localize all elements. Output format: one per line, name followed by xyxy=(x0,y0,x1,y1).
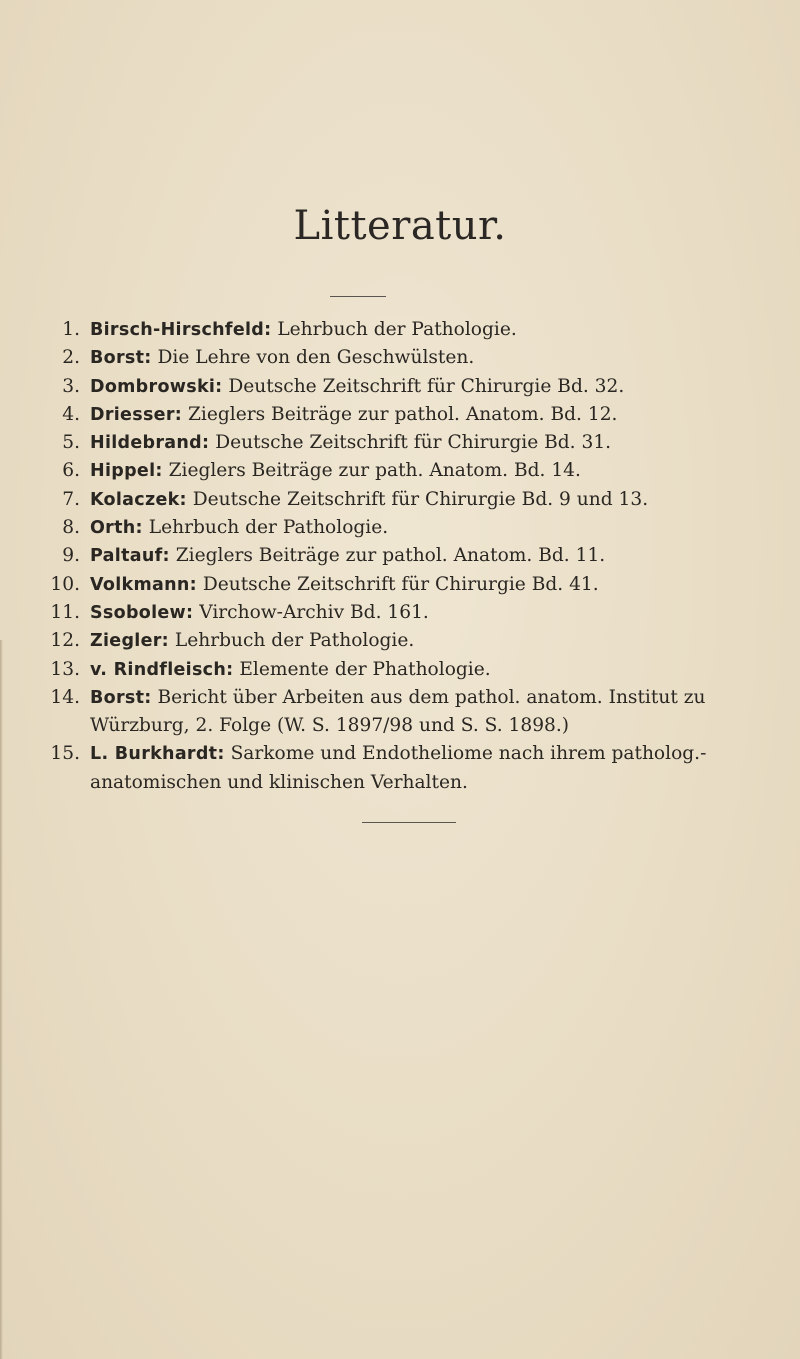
reference-item xyxy=(40,542,780,570)
reference-text: Deutsche Zeitschrift für Chirurgie Bd. 41. xyxy=(196,573,599,595)
reference-item xyxy=(40,316,780,344)
reference-number: 5. xyxy=(62,432,80,454)
reference-author: Hildebrand: xyxy=(90,433,210,454)
reference-author: Kolaczek: xyxy=(90,489,187,510)
reference-number: 11. xyxy=(50,601,80,623)
reference-text: Deutsche Zeitschrift für Chirurgie Bd. 32. xyxy=(222,375,625,397)
reference-list xyxy=(40,316,780,797)
reference-author: Birsch-Hirschfeld: xyxy=(90,320,272,340)
reference-number: 4. xyxy=(62,403,80,425)
reference-number: 3. xyxy=(62,375,80,397)
reference-author: L. Burkhardt: xyxy=(90,744,225,765)
reference-item xyxy=(40,457,780,485)
reference-author: Hippel: xyxy=(90,461,163,482)
reference-item xyxy=(40,401,780,429)
reference-author: Volkmann: xyxy=(90,574,197,595)
page-title: Litteratur. xyxy=(293,203,507,249)
reference-item xyxy=(40,429,780,457)
reference-number: 8. xyxy=(62,517,80,539)
reference-item xyxy=(40,684,780,741)
reference-number: 9. xyxy=(62,545,80,567)
reference-text: Bericht über Arbeiten aus dem pathol. anatom. Institut zu xyxy=(151,686,706,708)
reference-number: 10. xyxy=(50,573,80,595)
reference-author: v. Rindfleisch: xyxy=(90,659,234,680)
reference-text: Deutsche Zeitschrift für Chirurgie Bd. 31. xyxy=(209,432,612,454)
reference-author: Borst: xyxy=(90,348,152,369)
reference-author: Driesser: xyxy=(90,404,183,425)
top-divider xyxy=(330,296,386,297)
reference-item xyxy=(40,486,780,514)
reference-author: Dombrowski: xyxy=(90,376,223,397)
reference-number: 14. xyxy=(50,686,80,708)
reference-number: 13. xyxy=(50,658,80,680)
reference-text: Zieglers Beiträge zur path. Anatom. Bd. 14. xyxy=(162,460,581,482)
reference-text: Elemente der Phathologie. xyxy=(233,658,491,680)
reference-text: Zieglers Beiträge zur pathol. Anatom. Bd. 11. xyxy=(169,545,606,567)
reference-item xyxy=(40,373,780,401)
reference-text: Virchow-Archiv Bd. 161. xyxy=(193,601,429,623)
reference-item xyxy=(40,599,780,627)
reference-author: Ziegler: xyxy=(90,631,169,652)
page-edge-shadow xyxy=(0,640,3,1359)
reference-author: Paltauf: xyxy=(90,546,170,567)
reference-text: Lehrbuch der Pathologie. xyxy=(271,319,517,340)
bottom-divider xyxy=(362,822,456,823)
reference-continuation: anatomischen und klinischen Verhalten. xyxy=(90,771,468,793)
reference-item xyxy=(40,740,780,797)
reference-author: Ssobolew: xyxy=(90,602,194,623)
reference-item xyxy=(40,344,780,372)
reference-text: Lehrbuch der Pathologie. xyxy=(142,517,389,539)
reference-item xyxy=(40,514,780,542)
reference-continuation: Würzburg, 2. Folge (W. S. 1897/98 und S. S. 1898.) xyxy=(90,715,570,737)
reference-item xyxy=(40,656,780,684)
reference-author: Orth: xyxy=(90,518,143,539)
reference-number: 2. xyxy=(62,347,80,369)
reference-item xyxy=(40,571,780,599)
reference-number: 1. xyxy=(62,319,80,340)
reference-author: Borst: xyxy=(90,687,152,708)
reference-item xyxy=(40,627,780,655)
reference-text: Die Lehre von den Geschwülsten. xyxy=(151,347,475,369)
reference-number: 15. xyxy=(50,743,80,765)
reference-text: Deutsche Zeitschrift für Chirurgie Bd. 9 und 13. xyxy=(186,488,649,510)
reference-number: 12. xyxy=(50,630,80,652)
reference-number: 7. xyxy=(62,488,80,510)
reference-text: Lehrbuch der Pathologie. xyxy=(168,630,415,652)
reference-number: 6. xyxy=(62,460,80,482)
reference-text: Zieglers Beiträge zur pathol. Anatom. Bd. 12. xyxy=(182,403,618,425)
reference-text: Sarkome und Endotheliome nach ihrem patholog.- xyxy=(224,743,707,765)
